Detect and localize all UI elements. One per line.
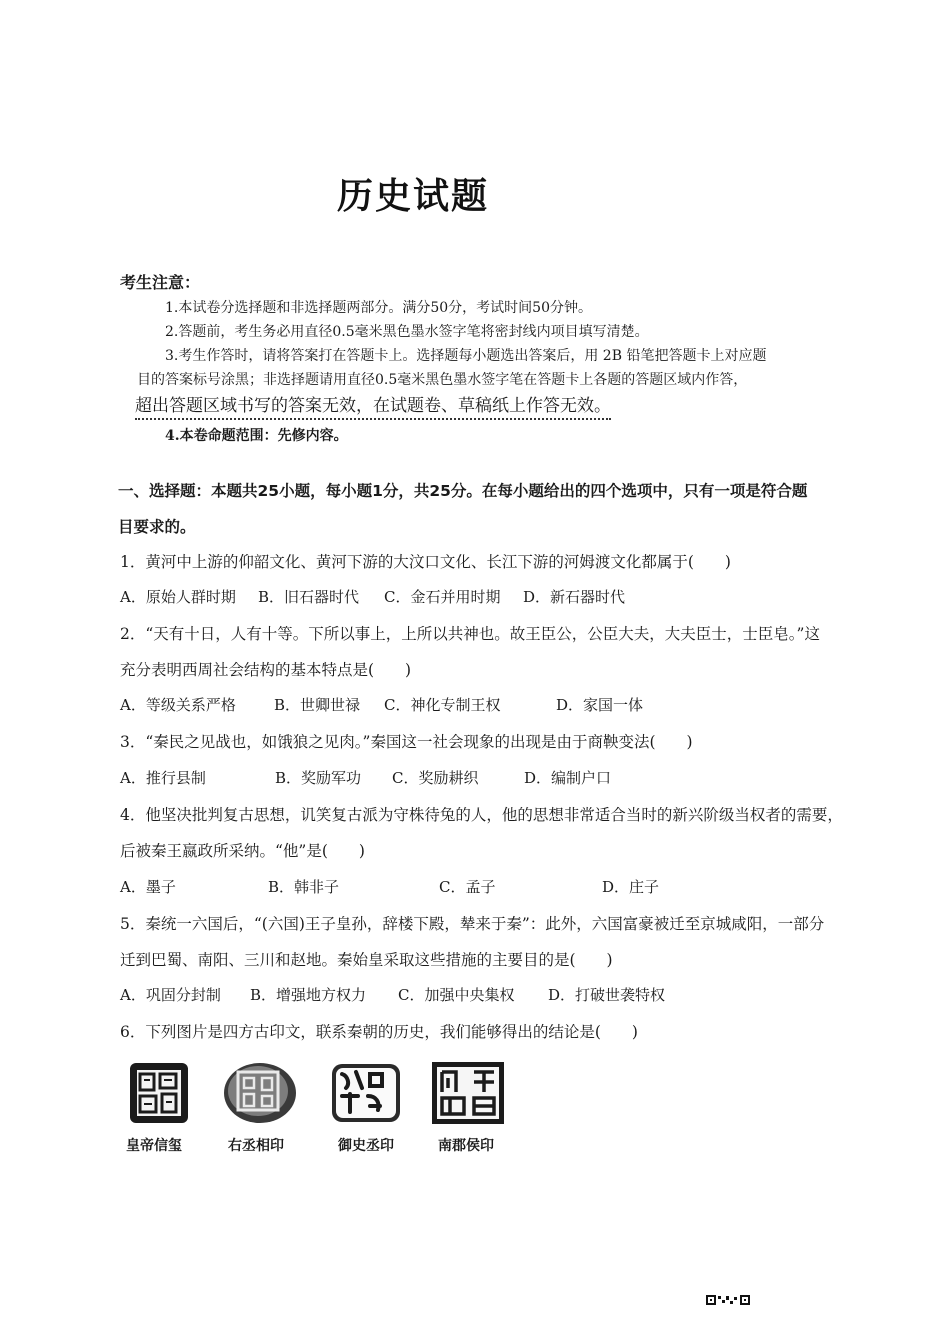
notice-item-3-warning: 超出答题区域书写的答案无效，在试题卷、草稿纸上作答无效。 <box>135 391 611 420</box>
question-6: 6．下列图片是四方古印文，联系秦朝的历史，我们能够得出的结论是( ) <box>120 1023 638 1041</box>
question-5-cont: 迁到巴蜀、南阳、三川和赵地。秦始皇采取这些措施的主要目的是( ) <box>120 951 613 969</box>
q3-option-d: D．编制户口 <box>524 769 612 787</box>
section-heading: 一、选择题：本题共25小题，每小题1分，共25分。在每小题给出的四个选项中，只有一项是符合题 <box>118 482 808 500</box>
q4-option-b: B．韩非子 <box>268 878 340 896</box>
q2-option-a: A．等级关系严格 <box>120 696 236 714</box>
page-title: 历史试题 <box>336 176 489 217</box>
q5-option-c: C．加强中央集权 <box>398 986 515 1004</box>
q4-option-a: A．墨子 <box>120 878 176 896</box>
q4-option-c: C．孟子 <box>439 878 496 896</box>
question-3: 3．“秦民之见战也，如饿狼之见肉。”秦国这一社会现象的出现是由于商鞅变法( ) <box>120 733 693 751</box>
q1-option-a: A．原始人群时期 <box>120 588 236 606</box>
q3-option-a: A．推行县制 <box>120 769 206 787</box>
notice-item-3-cont: 目的答案标号涂黑；非选择题请用直径0.5毫米黑色墨水签字笔在答题卡上各题的答题区域内作答， <box>137 372 748 388</box>
notice-item-1: 1.本试卷分选择题和非选择题两部分。满分50分，考试时间50分钟。 <box>165 300 592 316</box>
question-5: 5．秦统一六国后，“(六国)王子皇孙，辞楼下殿，辇来于秦”：此外，六国富豪被迁至京城咸阳，一部分 <box>120 915 825 933</box>
q5-option-a: A．巩固分封制 <box>120 986 221 1004</box>
question-4: 4．他坚决批判复古思想，讥笑复古派为守株待兔的人，他的思想非常适合当时的新兴阶级当权者的需要， <box>120 806 843 824</box>
q4-option-d: D．庄子 <box>602 878 660 896</box>
q1-option-d: D．新石器时代 <box>523 588 626 606</box>
seal-label-1: 皇帝信玺 <box>126 1138 182 1154</box>
seal-image-3 <box>326 1060 406 1126</box>
q1-option-b: B．旧石器时代 <box>258 588 360 606</box>
q3-option-c: C．奖励耕织 <box>392 769 479 787</box>
notice-item-4: 4.本卷命题范围：先修内容。 <box>165 428 348 444</box>
notice-heading: 考生注意： <box>120 273 201 292</box>
question-1: 1．黄河中上游的仰韶文化、黄河下游的大汶口文化、长江下游的河姆渡文化都属于( ) <box>120 553 731 571</box>
question-2: 2．“天有十日，人有十等。下所以事上，上所以共神也。故王臣公，公臣大夫，大夫臣士，士臣皂。”这 <box>120 625 820 643</box>
q2-option-d: D．家国一体 <box>556 696 644 714</box>
notice-item-3: 3.考生作答时，请将答案打在答题卡上。选择题每小题选出答案后，用 2B 铅笔把答题卡上对应题 <box>165 348 767 364</box>
question-2-cont: 充分表明西周社会结构的基本特点是( ) <box>120 661 412 679</box>
notice-item-2: 2.答题前，考生务必用直径0.5毫米黑色墨水签字笔将密封线内项目填写清楚。 <box>165 324 649 340</box>
seal-image-2 <box>220 1060 300 1126</box>
q5-option-d: D．打破世袭特权 <box>548 986 666 1004</box>
q5-option-b: B．增强地方权力 <box>250 986 367 1004</box>
seal-label-2: 右丞相印 <box>228 1138 284 1154</box>
q1-option-c: C．金石并用时期 <box>384 588 501 606</box>
section-heading-cont: 目要求的。 <box>118 518 196 536</box>
seal-image-4 <box>428 1060 508 1126</box>
q2-option-c: C．神化专制王权 <box>384 696 501 714</box>
q2-option-b: B．世卿世禄 <box>274 696 361 714</box>
seal-label-4: 南郡侯印 <box>438 1138 494 1154</box>
seal-label-3: 御史丞印 <box>338 1138 394 1154</box>
q3-option-b: B．奖励军功 <box>275 769 362 787</box>
qr-code-icon <box>706 1295 750 1305</box>
seal-image-1 <box>124 1060 204 1126</box>
question-4-cont: 后被秦王嬴政所采纳。“他”是( ) <box>120 842 365 860</box>
